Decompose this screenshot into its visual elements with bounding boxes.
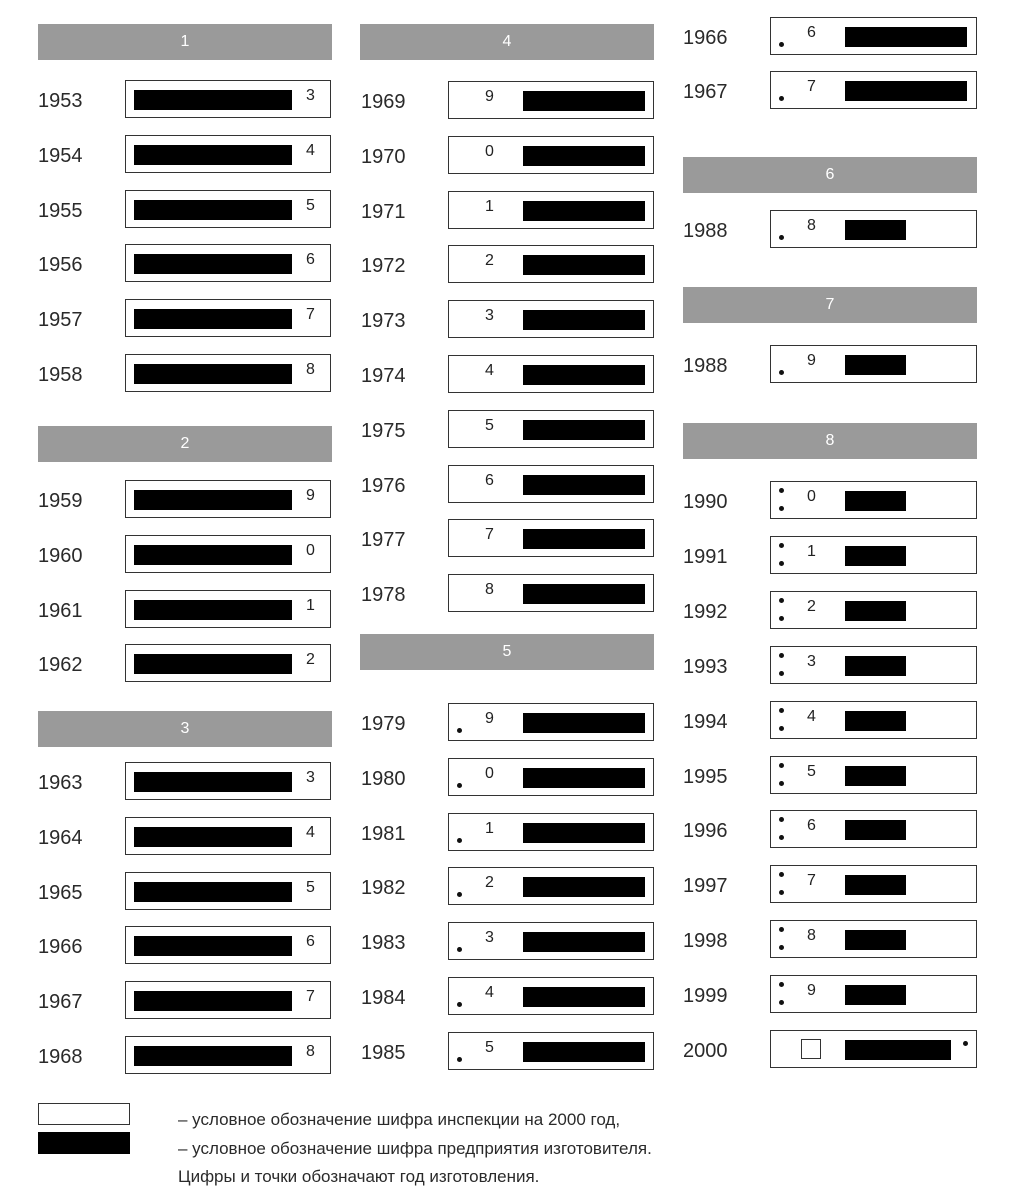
manufacturer-code-bar <box>845 820 906 840</box>
year-dot <box>457 947 462 952</box>
year-digit: 0 <box>485 142 494 160</box>
year-dot <box>457 783 462 788</box>
year-digit: 3 <box>306 769 315 786</box>
code-box <box>125 817 331 855</box>
year-label: 1964 <box>38 826 83 849</box>
code-box <box>448 922 654 960</box>
year-digit: 3 <box>485 929 494 947</box>
legend-inspection-code-box <box>38 1103 130 1125</box>
manufacturer-code-bar <box>523 365 645 385</box>
year-digit: 2 <box>485 252 494 270</box>
manufacturer-code-bar <box>845 546 906 566</box>
code-box <box>770 345 977 383</box>
year-dot <box>779 1000 784 1005</box>
code-box <box>125 872 331 910</box>
year-digit: 6 <box>306 251 315 269</box>
manufacturer-code-bar <box>134 654 292 674</box>
section-header: 2 <box>38 426 332 462</box>
year-digit: 9 <box>807 352 816 369</box>
year-digit: 3 <box>485 307 494 325</box>
year-label: 1974 <box>361 365 406 387</box>
manufacturer-code-bar <box>845 355 906 375</box>
year-digit: 4 <box>485 984 494 1001</box>
year-digit: 8 <box>807 927 816 945</box>
year-label: 1969 <box>361 91 406 113</box>
section-header: 3 <box>38 711 332 747</box>
year-label: 1966 <box>38 936 83 959</box>
year-digit: 7 <box>807 78 816 95</box>
year-label: 1968 <box>38 1046 83 1068</box>
year-label: 1982 <box>361 877 406 900</box>
section-header: 4 <box>360 24 654 60</box>
section-header: 8 <box>683 423 977 459</box>
code-box <box>770 810 977 848</box>
manufacturer-code-bar <box>523 475 645 495</box>
manufacturer-code-bar <box>845 601 906 621</box>
manufacturer-code-bar <box>523 91 645 111</box>
year-dot <box>779 708 784 713</box>
year-dot <box>457 728 462 733</box>
code-box <box>125 762 331 800</box>
code-box <box>448 519 654 557</box>
year-label: 1953 <box>38 90 83 112</box>
year-digit: 9 <box>485 710 494 727</box>
year-digit: 6 <box>807 24 816 41</box>
code-box <box>448 136 654 174</box>
year-digit: 6 <box>485 471 494 489</box>
manufacturer-code-bar <box>523 201 645 221</box>
year-digit: 8 <box>306 361 315 378</box>
code-box <box>770 536 977 574</box>
manufacturer-code-bar <box>134 254 292 274</box>
year-dot <box>963 1041 968 1046</box>
year-label: 1983 <box>361 932 406 955</box>
year-digit: 7 <box>807 872 816 890</box>
section-header: 7 <box>683 287 977 323</box>
code-box <box>125 590 331 628</box>
manufacturer-code-bar <box>845 766 906 786</box>
year-label: 1962 <box>38 654 83 677</box>
year-label: 1978 <box>361 584 406 607</box>
code-box <box>448 1032 654 1070</box>
year-dot <box>779 506 784 511</box>
manufacturer-code-bar <box>523 768 645 788</box>
code-box <box>770 210 977 248</box>
year-label: 1955 <box>38 199 83 222</box>
year-digit: 1 <box>485 819 494 837</box>
year-label: 1972 <box>361 255 406 278</box>
year-digit: 6 <box>306 933 315 951</box>
manufacturer-code-bar <box>134 991 292 1011</box>
year-digit: 7 <box>306 306 315 324</box>
year-label: 1993 <box>683 655 728 678</box>
year-dot <box>779 835 784 840</box>
year-dot <box>779 872 784 877</box>
code-box <box>125 299 331 337</box>
year-digit: 5 <box>306 196 315 214</box>
year-label: 1963 <box>38 772 83 794</box>
manufacturer-code-bar <box>523 932 645 952</box>
year-digit: 5 <box>306 878 315 896</box>
year-label: 1990 <box>683 491 728 513</box>
code-box <box>770 756 977 794</box>
year-label: 1984 <box>361 987 406 1009</box>
year-label: 1988 <box>683 220 728 242</box>
code-box <box>448 410 654 448</box>
manufacturer-code-bar <box>845 1040 951 1060</box>
year-label: 1961 <box>38 599 83 622</box>
manufacturer-code-bar <box>845 220 906 240</box>
year-digit: 2 <box>485 874 494 892</box>
year-digit: 2 <box>306 651 315 669</box>
code-box <box>125 354 331 392</box>
year-digit: 5 <box>807 762 816 780</box>
manufacturer-code-bar <box>845 985 906 1005</box>
manufacturer-code-bar <box>134 309 292 329</box>
year-digit: 1 <box>807 542 816 560</box>
code-box <box>448 574 654 612</box>
manufacturer-code-bar <box>523 1042 645 1062</box>
manufacturer-code-bar <box>523 420 645 440</box>
manufacturer-code-bar <box>845 81 967 101</box>
year-dot <box>779 235 784 240</box>
code-box <box>448 813 654 851</box>
code-box <box>448 355 654 393</box>
year-label: 1997 <box>683 875 728 898</box>
manufacturer-code-bar <box>134 772 292 792</box>
manufacturer-code-bar <box>845 491 906 511</box>
manufacturer-code-bar <box>523 255 645 275</box>
year-digit: 5 <box>485 1038 494 1056</box>
code-box <box>770 1030 977 1068</box>
year-digit: 4 <box>807 707 816 725</box>
year-label: 1979 <box>361 713 406 735</box>
year-dot <box>779 781 784 786</box>
manufacturer-code-bar <box>134 1046 292 1066</box>
year-label: 2000 <box>683 1040 728 1062</box>
year-dot <box>779 817 784 822</box>
code-box <box>125 135 331 173</box>
year-digit: 1 <box>485 197 494 215</box>
year-label: 1998 <box>683 930 728 953</box>
year-digit: 1 <box>306 596 315 614</box>
year-label: 1999 <box>683 985 728 1008</box>
manufacturer-code-bar <box>134 936 292 956</box>
code-box <box>125 480 331 518</box>
year-label: 1966 <box>683 27 728 49</box>
year-label: 1970 <box>361 145 406 168</box>
year-label: 1988 <box>683 355 728 377</box>
manufacturer-code-bar <box>845 875 906 895</box>
section-header: 6 <box>683 157 977 193</box>
year-label: 1975 <box>361 419 406 442</box>
code-box <box>448 977 654 1015</box>
year-digit: 0 <box>306 541 315 559</box>
code-box <box>770 920 977 958</box>
manufacturer-code-bar <box>134 90 292 110</box>
code-box <box>448 465 654 503</box>
year-label: 1991 <box>683 545 728 568</box>
manufacturer-code-bar <box>134 490 292 510</box>
manufacturer-code-bar <box>134 827 292 847</box>
year-label: 1980 <box>361 767 406 790</box>
year-dot <box>779 370 784 375</box>
year-digit: 4 <box>306 823 315 841</box>
year-label: 1956 <box>38 254 83 277</box>
year-dot <box>779 945 784 950</box>
year-dot <box>779 616 784 621</box>
year-dot <box>457 892 462 897</box>
code-box <box>125 244 331 282</box>
year-label: 1957 <box>38 309 83 332</box>
manufacturer-code-bar <box>523 713 645 733</box>
year-label: 1967 <box>683 81 728 103</box>
section-header: 5 <box>360 634 654 670</box>
code-box <box>770 71 977 109</box>
year-digit: 9 <box>807 982 816 1000</box>
year-digit: 3 <box>807 652 816 670</box>
year-label: 1994 <box>683 710 728 733</box>
year-dot <box>779 927 784 932</box>
code-box <box>125 644 331 682</box>
code-box <box>125 535 331 573</box>
year-dot <box>779 543 784 548</box>
year-digit: 6 <box>807 817 816 835</box>
code-box <box>770 701 977 739</box>
year-dot <box>779 726 784 731</box>
year-digit: 8 <box>807 217 816 234</box>
code-box <box>125 981 331 1019</box>
year-dot <box>779 763 784 768</box>
code-box <box>770 975 977 1013</box>
year-label: 1992 <box>683 600 728 623</box>
year-dot <box>779 96 784 101</box>
code-box <box>770 865 977 903</box>
year-label: 1959 <box>38 490 83 512</box>
year-label: 1960 <box>38 544 83 567</box>
code-box <box>125 1036 331 1074</box>
year-label: 1995 <box>683 765 728 788</box>
code-box <box>770 17 977 55</box>
code-box <box>770 646 977 684</box>
year-digit: 0 <box>485 764 494 782</box>
square-marker-icon <box>801 1039 821 1059</box>
year-label: 1973 <box>361 310 406 333</box>
legend-line-2: – условное обозначение шифра предприятия изготовителя. <box>178 1139 652 1158</box>
code-box <box>448 758 654 796</box>
year-digit: 7 <box>485 526 494 544</box>
year-label: 1996 <box>683 820 728 843</box>
code-box <box>770 591 977 629</box>
year-digit: 4 <box>485 362 494 379</box>
year-digit: 2 <box>807 597 816 615</box>
legend-line-3: Цифры и точки обозначают год изготовления. <box>178 1167 540 1186</box>
year-dot <box>457 1057 462 1062</box>
manufacturer-code-bar <box>523 310 645 330</box>
manufacturer-code-bar <box>134 600 292 620</box>
manufacturer-code-bar <box>523 987 645 1007</box>
year-digit: 3 <box>306 87 315 104</box>
manufacturer-code-bar <box>523 823 645 843</box>
year-label: 1954 <box>38 144 83 167</box>
year-label: 1965 <box>38 881 83 904</box>
year-digit: 4 <box>306 141 315 159</box>
year-label: 1958 <box>38 364 83 386</box>
year-dot <box>779 890 784 895</box>
year-label: 1976 <box>361 474 406 497</box>
manufacturer-code-bar <box>523 877 645 897</box>
code-box <box>448 245 654 283</box>
year-label: 1985 <box>361 1041 406 1064</box>
year-dot <box>779 42 784 47</box>
year-label: 1981 <box>361 822 406 845</box>
manufacturer-code-bar <box>523 584 645 604</box>
year-digit: 8 <box>485 581 494 599</box>
code-box <box>448 191 654 229</box>
year-digit: 5 <box>485 416 494 434</box>
code-box <box>125 190 331 228</box>
manufacturer-code-bar <box>845 711 906 731</box>
year-digit: 9 <box>306 487 315 504</box>
code-box <box>448 300 654 338</box>
year-label: 1971 <box>361 200 406 223</box>
year-digit: 7 <box>306 988 315 1006</box>
year-dot <box>457 838 462 843</box>
code-box <box>125 926 331 964</box>
year-dot <box>779 488 784 493</box>
manufacturer-code-bar <box>845 27 967 47</box>
code-box <box>125 80 331 118</box>
year-digit: 0 <box>807 488 816 505</box>
year-dot <box>779 653 784 658</box>
year-dot <box>779 598 784 603</box>
year-dot <box>779 671 784 676</box>
manufacturer-code-bar <box>134 364 292 384</box>
code-box <box>448 703 654 741</box>
legend-manufacturer-code-bar <box>38 1132 130 1154</box>
year-digit: 9 <box>485 88 494 105</box>
year-digit: 8 <box>306 1043 315 1060</box>
manufacturer-code-bar <box>845 656 906 676</box>
legend-line-1: – условное обозначение шифра инспекции на 2000 год, <box>178 1110 621 1129</box>
code-box <box>448 867 654 905</box>
year-dot <box>779 982 784 987</box>
year-label: 1967 <box>38 991 83 1014</box>
manufacturer-code-bar <box>134 545 292 565</box>
manufacturer-code-bar <box>523 146 645 166</box>
year-label: 1977 <box>361 529 406 552</box>
manufacturer-code-bar <box>134 200 292 220</box>
manufacturer-code-bar <box>134 145 292 165</box>
manufacturer-code-bar <box>134 882 292 902</box>
code-box <box>448 81 654 119</box>
year-dot <box>779 561 784 566</box>
code-box <box>770 481 977 519</box>
year-dot <box>457 1002 462 1007</box>
manufacturer-code-bar <box>523 529 645 549</box>
manufacturer-code-bar <box>845 930 906 950</box>
section-header: 1 <box>38 24 332 60</box>
